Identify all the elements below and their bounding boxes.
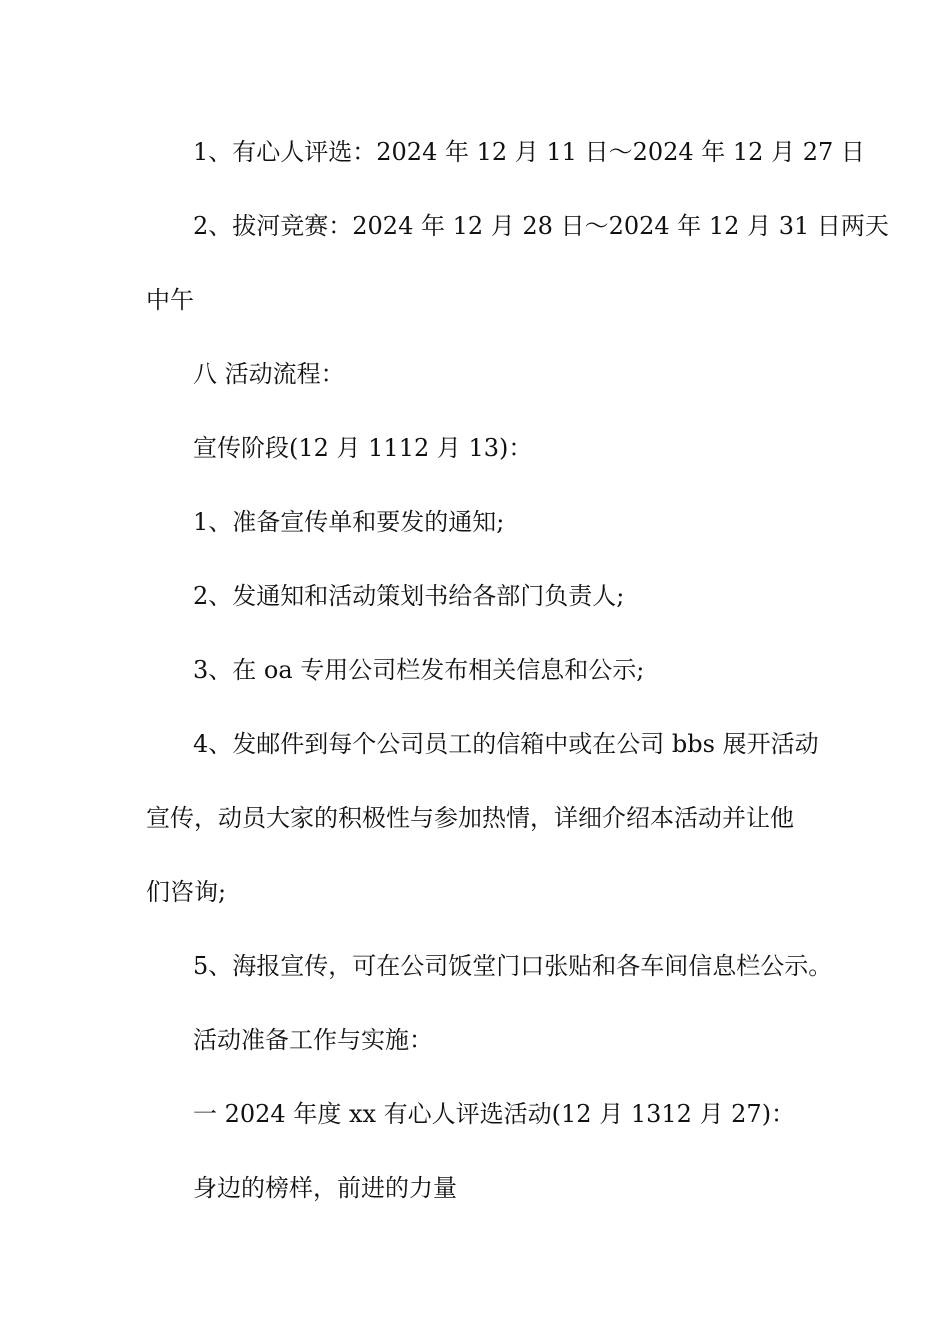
text-line: 一 2024 年度 xx 有心人评选活动(12 月 1312 月 27)： bbox=[193, 1100, 796, 1128]
text-line: 5、海报宣传，可在公司饭堂门口张贴和各车间信息栏公示。 bbox=[193, 952, 833, 980]
text-line: 4、发邮件到每个公司员工的信箱中或在公司 bbs 展开活动 bbox=[193, 730, 819, 758]
text-line: 宣传阶段(12 月 1112 月 13)： bbox=[193, 434, 533, 462]
text-line: 1、准备宣传单和要发的通知; bbox=[193, 508, 505, 536]
section-heading: 八 活动流程： bbox=[193, 360, 345, 388]
text-line: 1、有心人评选：2024 年 12 月 11 日～2024 年 12 月 27 日 bbox=[193, 138, 865, 166]
text-line: 2、拔河竞赛：2024 年 12 月 28 日～2024 年 12 月 31 日两天 bbox=[193, 212, 889, 240]
text-line: 中午 bbox=[146, 286, 194, 314]
text-line: 身边的榜样，前进的力量 bbox=[193, 1174, 457, 1202]
text-line: 们咨询; bbox=[146, 878, 227, 906]
text-line: 2、发通知和活动策划书给各部门负责人; bbox=[193, 582, 625, 610]
text-line: 宣传，动员大家的积极性与参加热情，详细介绍本活动并让他 bbox=[146, 804, 794, 832]
text-line: 3、在 oa 专用公司栏发布相关信息和公示; bbox=[193, 656, 645, 684]
section-heading: 活动准备工作与实施： bbox=[193, 1026, 433, 1054]
